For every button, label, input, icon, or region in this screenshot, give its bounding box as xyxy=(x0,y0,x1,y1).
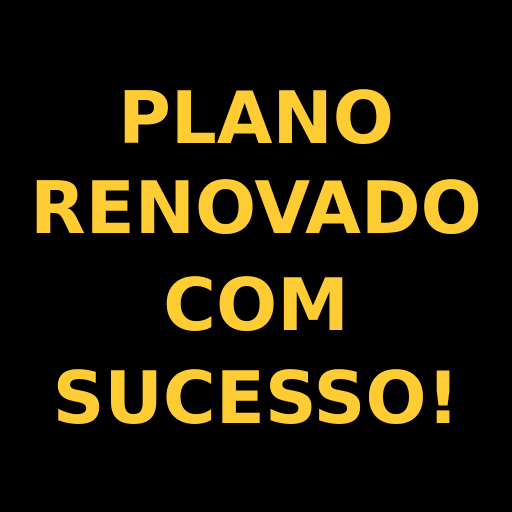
message-line-4: SUCESSO! xyxy=(52,356,460,440)
message-line-1: PLANO xyxy=(118,76,394,160)
message-line-2: RENOVADO xyxy=(30,166,482,250)
message-line-3: COM xyxy=(163,263,349,347)
